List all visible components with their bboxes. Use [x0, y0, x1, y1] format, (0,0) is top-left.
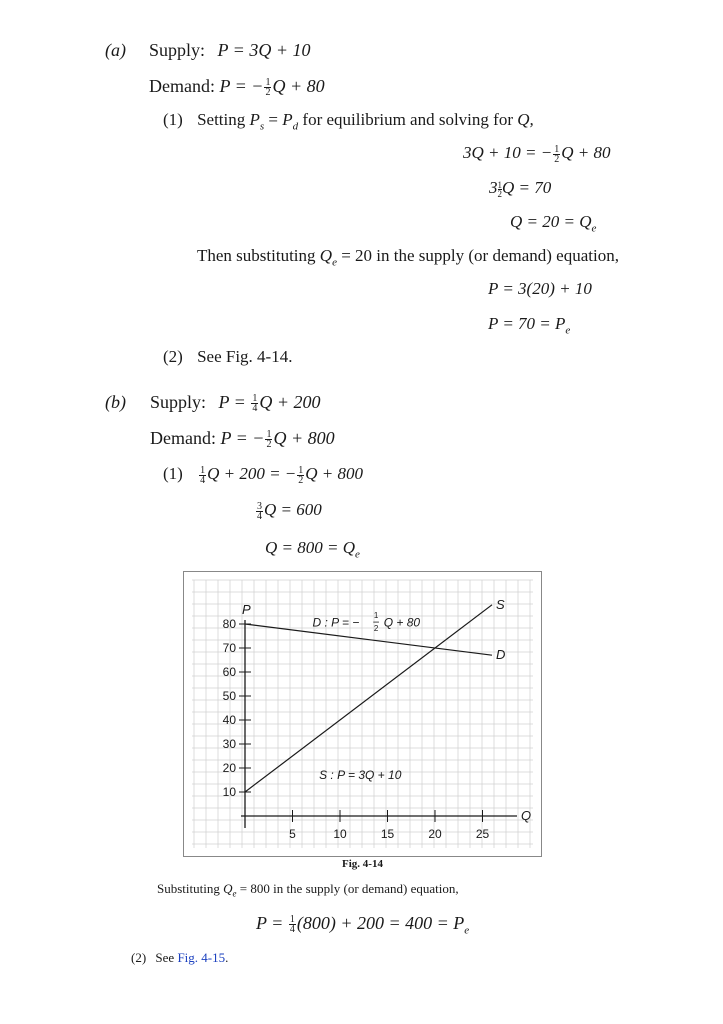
frac-num: 1 — [497, 179, 502, 190]
x-tick-label: 10 — [333, 827, 347, 841]
y-tick-label: 80 — [222, 617, 236, 631]
demand-label: Demand: — [149, 76, 215, 96]
fig-4-15-link[interactable]: Fig. 4-15 — [177, 950, 226, 965]
part-b-step1 — [163, 464, 363, 485]
y-tick-label: 20 — [222, 761, 236, 775]
part-b-label: (b) — [105, 392, 126, 412]
y-tick-label: 50 — [222, 689, 236, 703]
ps: P — [249, 110, 260, 129]
frac-num: 1 — [298, 464, 304, 476]
final-fraction — [289, 915, 296, 934]
demand-annotation-frac-num: 1 — [373, 611, 379, 620]
eq3-sub: e — [355, 548, 360, 561]
demand-annotation-pre: D : P = − — [312, 615, 360, 630]
subst-q-sub: e — [232, 888, 237, 899]
demand-eq-pre: P = − — [220, 428, 265, 448]
step2-text-post: . — [225, 950, 229, 965]
frac-den: 4 — [252, 403, 258, 415]
part-a-supply — [149, 40, 310, 61]
step1-label: (1) — [163, 464, 183, 483]
supply-eq-post: Q + 200 — [259, 392, 321, 412]
pd-sub: d — [292, 120, 299, 133]
supply-equation: P = 3Q + 10 — [217, 40, 311, 60]
final-pre: P = — [256, 913, 284, 933]
part-a-eq1 — [463, 143, 610, 164]
y-tick-label: 10 — [222, 785, 236, 799]
frac-den: 4 — [289, 924, 295, 936]
part-a-eq5 — [488, 314, 570, 336]
series-line-s — [245, 605, 492, 792]
frac-den: 2 — [554, 153, 560, 165]
frac-den: 2 — [266, 439, 272, 451]
part-a-step1 — [163, 110, 534, 132]
frac-num: 1 — [200, 464, 206, 476]
demand-fraction — [264, 78, 271, 97]
then-q-sub: e — [332, 256, 337, 269]
demand-eq-post: Q + 80 — [272, 76, 325, 96]
eq5-sub: e — [565, 324, 571, 337]
demand-annotation-frac-den: 2 — [373, 624, 379, 634]
part-a-demand — [149, 76, 325, 97]
frac-den: 4 — [200, 474, 206, 486]
eq1-fraction-b — [297, 466, 304, 485]
pd: P — [282, 110, 293, 129]
frac-num: 1 — [289, 914, 295, 926]
demand-label: Demand: — [150, 428, 216, 448]
step2-text: See Fig. 4-14. — [197, 347, 293, 366]
part-a-label: (a) — [105, 40, 126, 60]
y-tick-label: 40 — [222, 713, 236, 727]
eq2-whole: 3 — [489, 178, 498, 197]
eq1-pre: 3Q + 10 = − — [463, 143, 553, 162]
then-q: Q — [319, 246, 333, 265]
eq2-fraction — [256, 502, 263, 521]
y-tick-label: 70 — [222, 641, 236, 655]
y-tick-label: 30 — [222, 737, 236, 751]
eq1-fraction — [553, 145, 560, 164]
step1-label: (1) — [163, 110, 183, 129]
demand-eq-post: Q + 800 — [273, 428, 335, 448]
supply-label: Supply: — [149, 40, 206, 60]
x-axis-label: Q — [521, 808, 532, 823]
frac-den: 2 — [298, 474, 304, 486]
eq3: Q = 20 = Q — [510, 212, 592, 231]
supply-annotation: S : P = 3Q + 10 — [319, 767, 402, 782]
part-b-supply — [150, 392, 321, 413]
figure-caption: Fig. 4-14 — [342, 858, 383, 870]
series-line-d — [245, 624, 492, 655]
subst-q: Q — [223, 881, 233, 896]
step1-text-pre: Setting — [197, 110, 246, 129]
part-a-eq3 — [510, 212, 596, 234]
x-tick-label: 15 — [380, 827, 395, 841]
step1-q: Q, — [517, 110, 534, 129]
final-post: (800) + 200 = 400 = P — [296, 913, 465, 933]
supply-eq-pre: P = — [218, 392, 246, 412]
part-b-eq3 — [265, 538, 360, 560]
part-a-step2 — [163, 347, 292, 367]
frac-den: 2 — [265, 87, 271, 99]
subst-post: = 800 in the supply (or demand) equation, — [239, 881, 459, 896]
series-label-s: S — [496, 596, 505, 612]
supply-label: Supply: — [150, 392, 207, 412]
x-tick-label: 5 — [289, 827, 296, 841]
frac-num: 1 — [252, 393, 258, 405]
step1-text-post: for equilibrium and solving for — [302, 110, 513, 129]
step2-label: (2) — [163, 347, 183, 366]
x-tick-label: 25 — [475, 827, 490, 841]
figure-4-14 — [183, 571, 542, 857]
eq3: Q = 800 = Q — [265, 538, 355, 557]
eq2-post: Q = 600 — [264, 500, 322, 519]
frac-num: 1 — [266, 429, 272, 441]
eq1-fraction-a — [199, 466, 206, 485]
y-axis-label: P — [242, 602, 251, 617]
eq1-post: Q + 800 — [305, 464, 364, 483]
demand-fraction — [265, 430, 272, 449]
then-post: = 20 in the supply (or demand) equation, — [341, 246, 619, 265]
eq3-sub: e — [591, 222, 597, 235]
part-a-eq2 — [489, 178, 551, 198]
equals: = — [268, 110, 279, 129]
part-a-eq4 — [488, 279, 592, 299]
subst-pre: Substituting — [157, 881, 220, 896]
y-tick-label: 60 — [222, 665, 236, 679]
part-b-substituting — [157, 881, 459, 899]
frac-den: 2 — [497, 188, 502, 199]
x-tick-label: 20 — [428, 827, 442, 841]
ps-sub: s — [259, 120, 265, 133]
final-sub: e — [464, 924, 470, 937]
part-b-step2 — [131, 950, 228, 966]
eq5: P = 70 = P — [488, 314, 566, 333]
then-pre: Then substituting — [197, 246, 316, 265]
eq2-post: Q = 70 — [502, 178, 552, 197]
demand-annotation-post: Q + 80 — [383, 615, 421, 630]
frac-num: 3 — [257, 500, 262, 512]
part-b-demand — [150, 428, 335, 449]
part-b-final-eq — [256, 913, 469, 937]
frac-num: 1 — [265, 77, 271, 89]
part-b-eq2 — [255, 500, 322, 521]
eq1-mid: Q + 200 = − — [207, 464, 297, 483]
frac-den: 4 — [257, 510, 262, 522]
eq1-post: Q + 80 — [561, 143, 611, 162]
supply-demand-chart — [184, 572, 541, 856]
part-a-then — [197, 246, 619, 268]
eq4: P = 3(20) + 10 — [488, 279, 592, 298]
supply-fraction — [251, 394, 258, 413]
demand-eq-pre: P = − — [219, 76, 264, 96]
frac-num: 1 — [554, 143, 560, 155]
step2-label: (2) — [131, 950, 147, 965]
series-label-d: D — [496, 647, 506, 663]
step2-text-pre: See — [155, 950, 175, 965]
